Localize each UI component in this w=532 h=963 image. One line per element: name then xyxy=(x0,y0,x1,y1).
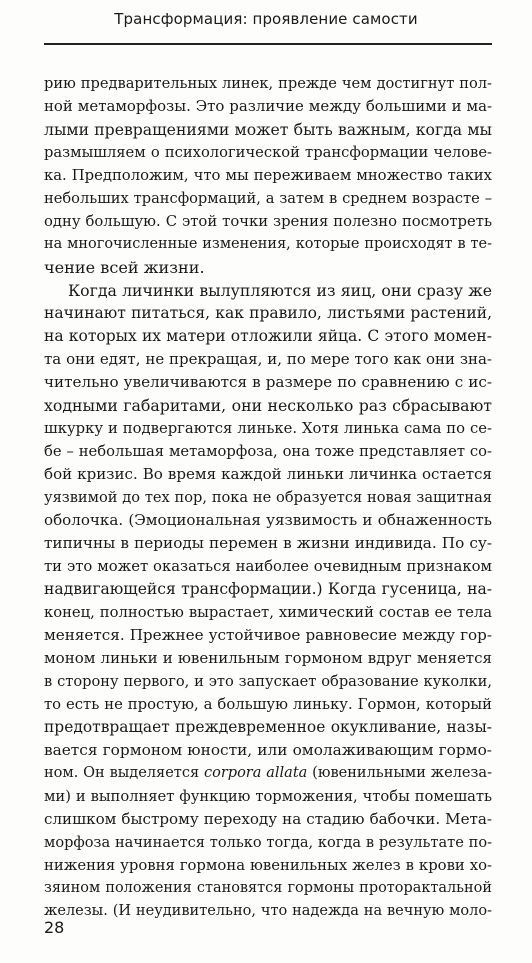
italic-term: corpora allata xyxy=(203,765,308,781)
text-line: морфоза начинается только тогда, когда в результате по- xyxy=(44,834,492,851)
text-line: надвигающейся трансформации.) Когда гусеница, на- xyxy=(44,580,492,598)
text-line: бой кризис. Во время каждой линьки личинка остается xyxy=(44,465,492,483)
text-line: уязвимой до тех пор, пока не образуется новая защитная xyxy=(44,489,492,506)
text-line: на которых их матери отложили яйца. С этого момен- xyxy=(44,327,492,345)
text-line: ми) и выполняет функцию торможения, чтобы помешать xyxy=(44,788,492,805)
text-line: оболочка. (Эмоциональная уязвимость и обнаженность xyxy=(44,511,492,529)
text-line: одну большую. С этой точки зрения полезно посмотреть xyxy=(44,213,492,230)
text-line: чительно увеличиваются в размере по сравнению с ис- xyxy=(44,373,492,391)
text-line: рию предварительных линек, прежде чем достигнут пол- xyxy=(44,75,492,92)
text-line: на многочисленные изменения, которые происходят в те- xyxy=(44,236,492,252)
text-line: та они едят, не прекращая, и, по мере того как они зна- xyxy=(44,350,492,368)
text-line: зяином положения становятся гормоны проторактальной xyxy=(44,880,492,896)
text-line: то есть не простую, а большую линьку. Гормон, который xyxy=(44,696,492,713)
text-line: конец, полностью вырастает, химический состав ее тела xyxy=(44,604,492,621)
text-line: нижения уровня гормона ювенильных желез в крови хо- xyxy=(44,857,492,874)
body-text xyxy=(44,72,492,923)
text-line: меняется. Прежнее устойчивое равновесие между гор- xyxy=(44,626,492,644)
text-line: железы. (И неудивительно, что надежда на вечную моло- xyxy=(44,903,492,919)
text-line: слишком быстрому переходу на стадию бабочки. Мета- xyxy=(44,810,492,828)
text-line: чение всей жизни. xyxy=(44,258,205,277)
text-line: Когда личинки вылупляются из яиц, они сразу же xyxy=(68,281,492,300)
text-line: ка. Предположим, что мы переживаем множество таких xyxy=(44,167,492,184)
text-line: бе – небольшая метаморфоза, она тоже представляет со- xyxy=(44,443,492,460)
text-line: ном. Он выделяется corpora allata (ювенильными железа- xyxy=(44,765,492,781)
text-line: шкурку и подвергаются линьке. Хотя линька сама по се- xyxy=(44,420,492,437)
text-line: размышляем о психологической трансформации челове- xyxy=(44,144,492,161)
text-line: предотвращает преждевременное окукливание, назы- xyxy=(44,718,492,736)
text-line: типичны в периоды перемен в жизни индивида. По су- xyxy=(44,534,492,552)
text-line: начинают питаться, как правило, листьями растений, xyxy=(44,304,492,322)
text-line: моном линьки и ювенильным гормоном вдруг меняется xyxy=(44,649,492,667)
text-line: ходными габаритами, они несколько раз сбрасывают xyxy=(44,396,492,415)
text-line: ти это может оказаться наиболее очевидным признаком xyxy=(44,558,492,575)
text-line: небольших трансформаций, а затем в среднем возрасте – xyxy=(44,190,492,207)
page-number: 28 xyxy=(44,918,65,937)
running-head: Трансформация: проявление самости xyxy=(114,10,418,28)
text-line: в сторону первого, и это запускает образование куколки, xyxy=(44,673,492,690)
text-line: вается гормоном юности, или омолаживающим гормо- xyxy=(44,741,492,759)
header-rule xyxy=(44,43,492,45)
text-line: ной метаморфозы. Это различие между большими и ма- xyxy=(44,97,492,115)
text-line: лыми превращениями может быть важным, когда мы xyxy=(44,120,492,139)
